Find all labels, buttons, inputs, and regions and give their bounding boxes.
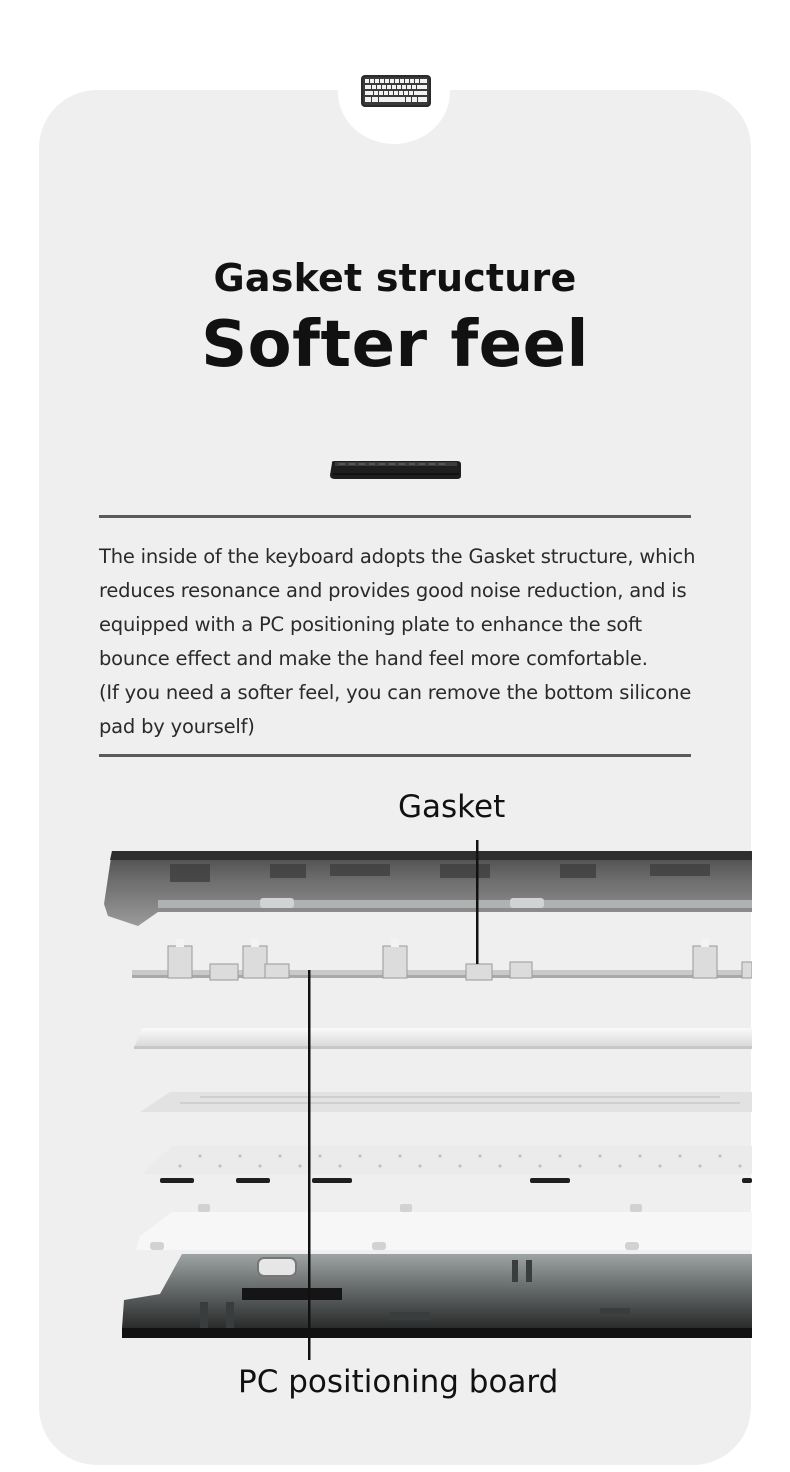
gasket-leader-line [476,840,479,964]
pc-positioning-board [132,939,752,980]
silicone-pad [136,1204,752,1250]
keyboard-side-image [329,459,463,481]
pc-board-leader-line [308,970,311,1360]
pcb-layer [142,1146,752,1183]
divider-bottom [99,754,691,757]
pc-positioning-board-label: PC positioning board [238,1364,559,1400]
exploded-keyboard-diagram [0,840,752,1360]
keyboard-icon [360,74,432,108]
divider-top [99,515,691,518]
description-note: (If you need a softer feel, you can remove the bottom silicone pad by yourself) [99,681,692,738]
bottom-case [122,1254,752,1338]
description-paragraph: The inside of the keyboard adopts the Gasket structure, which reduces resonance and provides good noise reduction, and is equipped with a PC positioning plate to enhance the soft bounce effect and make the hand feel more comfortable. [99,545,696,670]
description [99,540,699,744]
section-subtitle: Gasket structure [213,256,577,300]
gasket-label: Gasket [398,789,506,825]
ixpe-layer [140,1092,752,1112]
section-title: Softer feel [201,308,589,382]
sound-foam-layer [134,1028,752,1049]
top-case [104,851,752,926]
